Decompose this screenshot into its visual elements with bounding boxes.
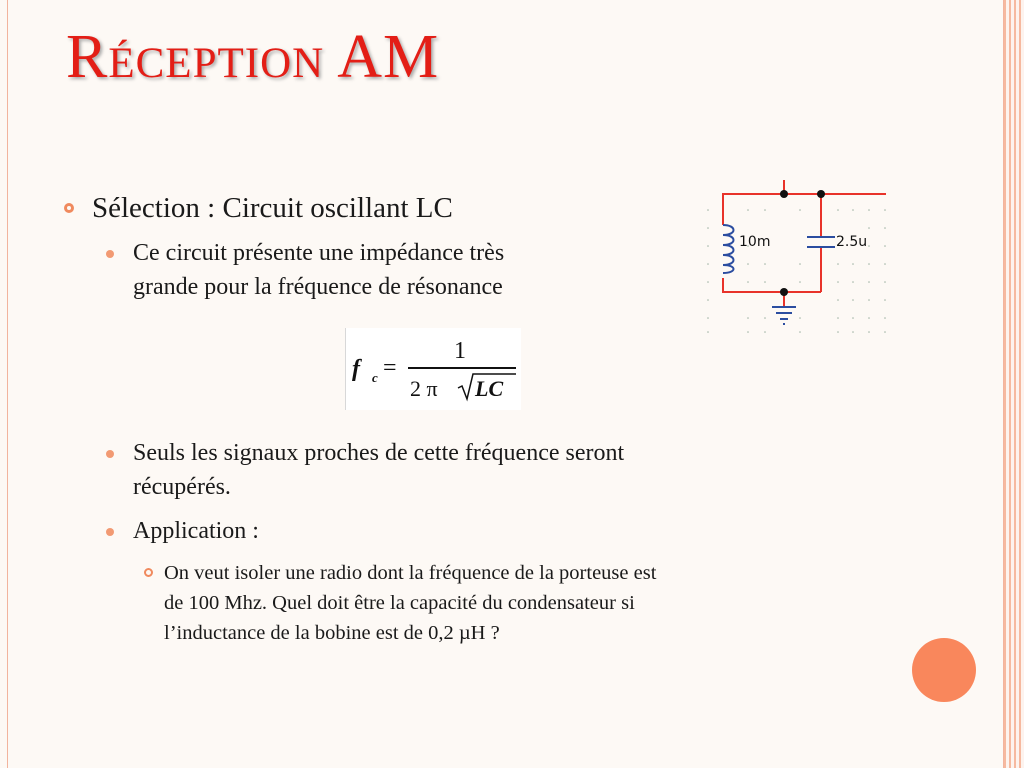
inductor-label: 10m <box>739 234 771 250</box>
junction-dots <box>780 190 825 296</box>
bullet-text-line2: récupérés. <box>133 474 231 500</box>
bullet-level2-signals <box>106 436 624 504</box>
lc-circuit-diagram <box>703 180 888 335</box>
formula-f: f <box>352 356 360 382</box>
grid-dots <box>707 209 886 333</box>
formula-equals: = <box>383 355 397 381</box>
ground-icon <box>772 307 796 324</box>
bullet-text-line2: grande pour la fréquence de résonance <box>133 274 503 300</box>
dot-bullet-icon <box>106 528 114 536</box>
bullet-text-line3: l’inductance de la bobine est de 0,2 µH ? <box>164 622 500 644</box>
bullet-level2-impedance <box>106 236 504 304</box>
formula-radicand: LC <box>475 376 504 401</box>
bullet-level3-question <box>144 558 884 648</box>
decorative-circle <box>912 638 976 702</box>
resonance-formula <box>345 328 521 410</box>
capacitor-label: 2.5u <box>836 234 868 250</box>
formula-subscript: c <box>372 370 378 385</box>
formula-denominator-coeff: 2 π <box>410 376 438 401</box>
bullet-text: Application : <box>133 518 259 544</box>
slide-title: Réception AM <box>66 23 440 91</box>
formula-numerator: 1 <box>454 338 466 364</box>
bullet-text-line2: de 100 Mhz. Quel doit être la capacité du condensateur si <box>164 592 635 614</box>
circle-bullet-icon <box>144 568 153 577</box>
circle-bullet-icon <box>64 203 74 213</box>
bullet-text-line1: On veut isoler une radio dont la fréquence de la porteuse est <box>164 562 657 584</box>
inductor-coil-icon <box>723 225 734 273</box>
dot-bullet-icon <box>106 450 114 458</box>
bullet-text-line1: Seuls les signaux proches de cette fréquence seront <box>133 440 625 466</box>
bullet-text-line1: Ce circuit présente une impédance très <box>133 240 505 266</box>
decorative-stripes <box>1004 0 1024 768</box>
bullet-level2-application <box>106 514 259 548</box>
bullet-text: Sélection : Circuit oscillant LC <box>92 192 453 224</box>
dot-bullet-icon <box>106 250 114 258</box>
capacitor-icon <box>807 237 835 247</box>
